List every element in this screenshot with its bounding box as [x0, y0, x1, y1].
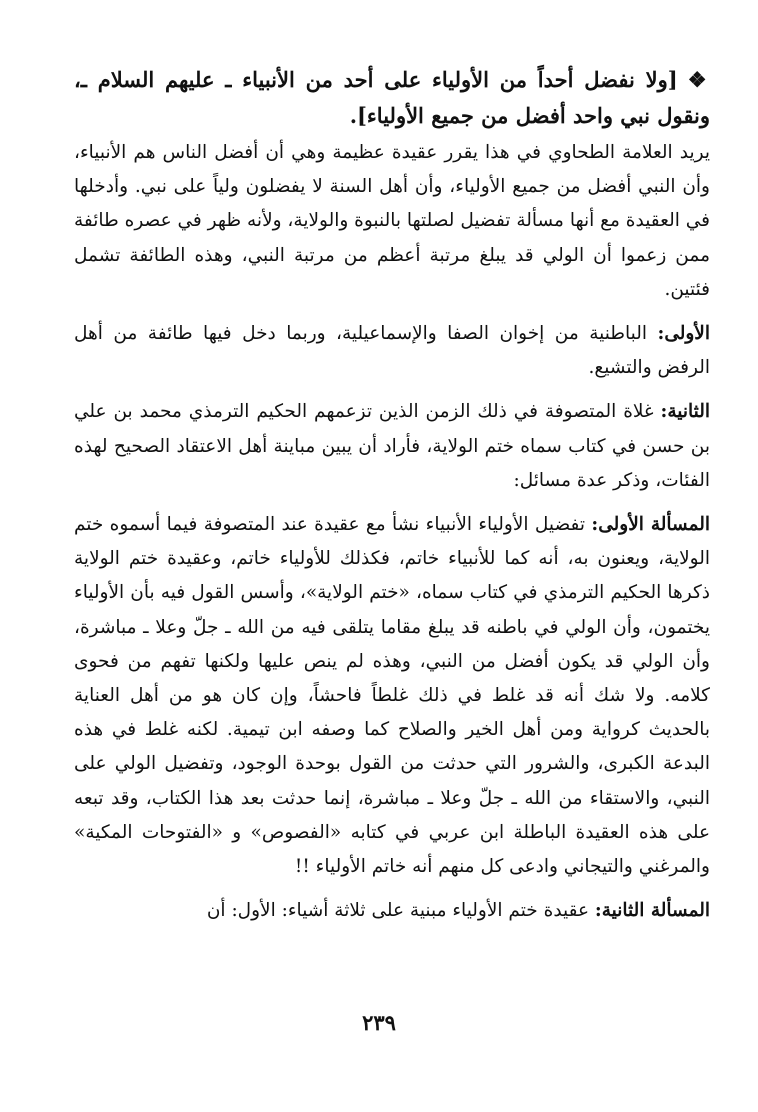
paragraph-term: المسألة الثانية:: [594, 900, 710, 922]
first-group-paragraph: [74, 317, 710, 385]
intro-paragraph: [74, 136, 710, 307]
paragraph-text: الباطنية من إخوان الصفا والإسماعيلية، وربما دخل فيها طائفة من أهل الرفض والتشيع.: [74, 323, 710, 379]
section-heading: [74, 62, 710, 134]
first-issue-paragraph: [74, 508, 710, 884]
paragraph-text: يريد العلامة الطحاوي في هذا يقرر عقيدة عظيمة وهي أن أفضل الناس هم الأنبياء، وأن النبي أفضل من جميع الأولياء، وأن أهل السنة لا يفضلون ولياً على نبي. وأدخلها في العقيدة مع أنها مسألة تفضيل لصلتها بالنبوة والولاية، ولأنه ظهر في عصره طائفة ممن زعموا أن الولي قد يبلغ مرتبة أعظم من مرتبة النبي، وهذه الطائفة تشمل فئتين.: [73, 142, 710, 300]
heading-text: [ولا نفضل أحداً من الأولياء على أحد من الأنبياء ـ عليهم السلام ـ، ونقول نبي واحد أفضل من جميع الأولياء].: [74, 67, 710, 128]
page-number: ٢٣٩: [362, 1010, 396, 1035]
paragraph-term: الأولى:: [657, 323, 710, 345]
paragraph-term: الثانية:: [660, 401, 710, 423]
second-group-paragraph: [74, 395, 710, 498]
paragraph-text: عقيدة ختم الأولياء مبنية على ثلاثة أشياء: الأول: أن: [206, 900, 590, 922]
second-issue-paragraph: [74, 894, 710, 928]
diamond-bullet-icon: ❖: [687, 67, 710, 92]
paragraph-text: تفضيل الأولياء الأنبياء نشأ مع عقيدة عند المتصوفة فيما أسموه ختم الولاية، ويعنون به، أنه كما للأنبياء خاتم، فكذلك للأولياء خاتم، وعقيدة ختم الولاية ذكرها الحكيم الترمذي في كتاب سماه، «ختم الولاية»، وأسس القول فيه بأن الأولياء يختمون، وأن الولي في باطنه قد يبلغ مقاما يتلقى فيه من الله ـ جلّ وعلا ـ مباشرة، وأن الولي قد يكون أفضل من النبي، وهذه لم ينص عليها ولكنها تفهم من فحوى كلامه. ولا شك أنه قد غلط في ذلك غلطاً فاحشاً، وإن كان هو من أهل العناية بالحديث كرواية ومن أهل الخير والصلاح كما وصفه ابن تيمية. لكنه غلط في هذه البدعة الكبرى، والشرور التي حدثت من القول بوحدة الوجود، وتفضيل الولي على النبي، والاستقاء من الله ـ جلّ وعلا ـ مباشرة، إنما حدثت بعد هذا الكتاب، وقد تبعه على هذه العقيدة الباطلة ابن عربي في كتابه «الفصوص» و «الفتوحات المكية» والمرغني والتيجاني وادعى كل منهم أنه خاتم الأولياء !!: [74, 514, 710, 878]
paragraph-term: المسألة الأولى:: [591, 514, 710, 536]
page-body: [74, 62, 710, 928]
paragraph-text: غلاة المتصوفة في ذلك الزمن الذين تزعمهم الحكيم الترمذي محمد بن علي بن حسن في كتاب سماه ختم الولاية، فأراد أن يبين مباينة أهل الاعتقاد الصحيح لهذه الفئات، وذكر عدة مسائل:: [74, 401, 710, 491]
